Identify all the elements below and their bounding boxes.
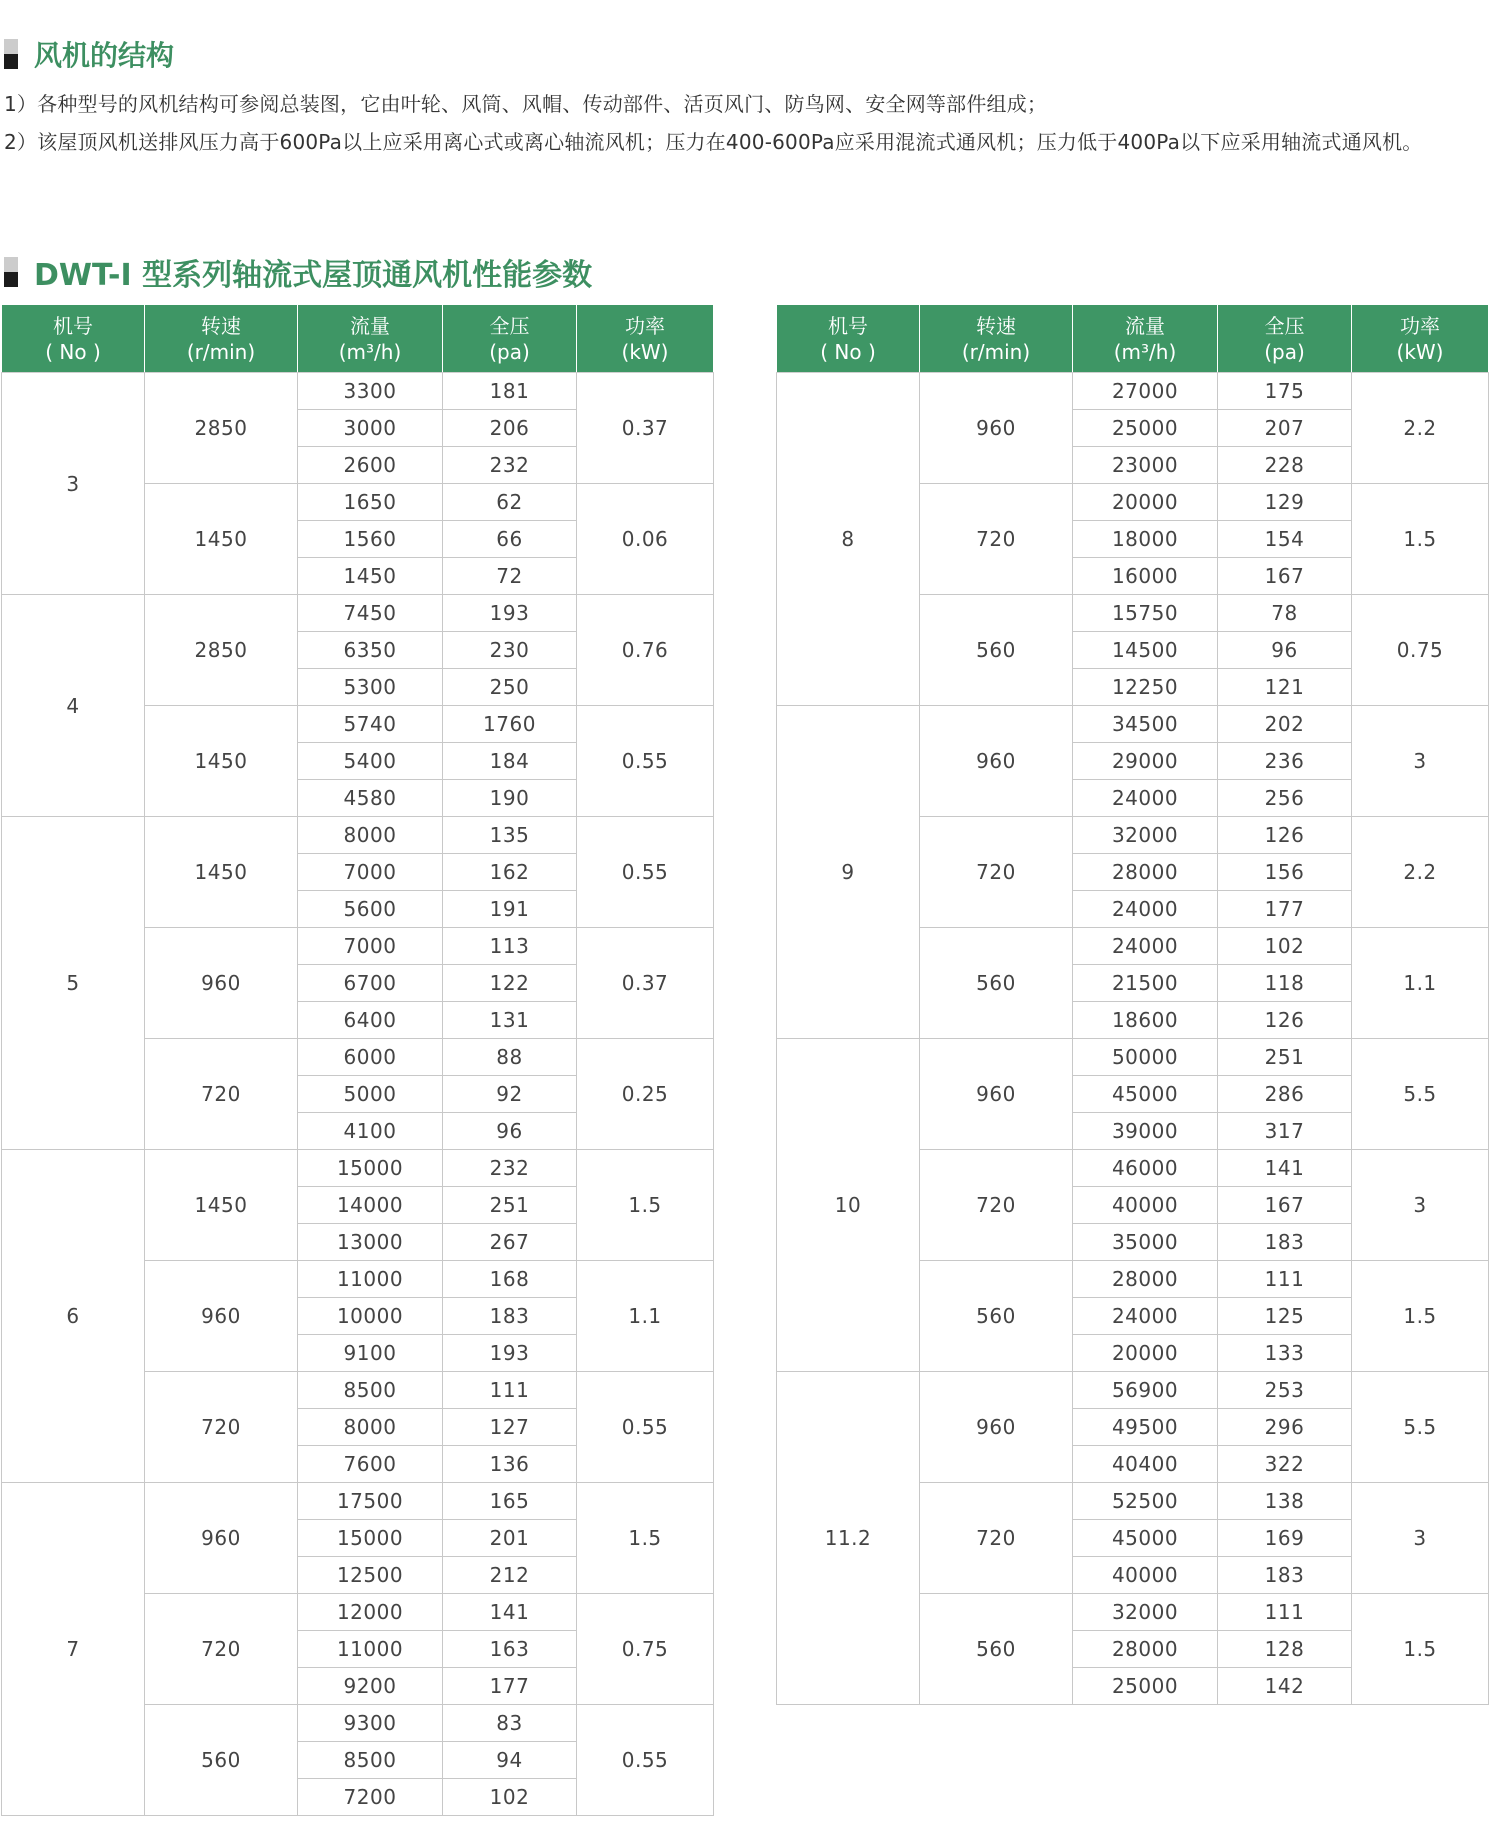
table-row — [777, 1372, 1489, 1409]
pressure-cell: 232 — [443, 1150, 577, 1187]
pressure-cell: 111 — [443, 1372, 577, 1409]
flow-cell: 8000 — [298, 1409, 443, 1446]
performance-table-right — [776, 304, 1489, 1705]
speed-cell: 1450 — [145, 484, 298, 595]
column-header-name: 机号 — [828, 313, 868, 338]
pressure-cell: 286 — [1218, 1076, 1352, 1113]
flow-cell: 2600 — [298, 447, 443, 484]
pressure-cell: 181 — [443, 373, 577, 410]
model-number-cell: 9 — [777, 706, 920, 1039]
flow-cell: 1650 — [298, 484, 443, 521]
flow-cell: 12000 — [298, 1594, 443, 1631]
speed-cell: 960 — [145, 1483, 298, 1594]
section-heading-structure — [4, 34, 174, 74]
column-header-name: 流量 — [350, 313, 390, 338]
flow-cell: 4100 — [298, 1113, 443, 1150]
flow-cell: 25000 — [1073, 1668, 1218, 1705]
flow-cell: 56900 — [1073, 1372, 1218, 1409]
column-header-unit: (r/min) — [961, 339, 1031, 364]
flow-cell: 29000 — [1073, 743, 1218, 780]
flow-cell: 12250 — [1073, 669, 1218, 706]
column-header-unit: (kW) — [621, 339, 669, 364]
flow-cell: 24000 — [1073, 928, 1218, 965]
pressure-cell: 128 — [1218, 1631, 1352, 1668]
heading-bullet-icon — [4, 257, 18, 287]
pressure-cell: 121 — [1218, 669, 1352, 706]
pressure-cell: 126 — [1218, 1002, 1352, 1039]
pressure-cell: 62 — [443, 484, 577, 521]
pressure-cell: 175 — [1218, 373, 1352, 410]
column-header — [1218, 305, 1352, 373]
column-header — [298, 305, 443, 373]
speed-cell: 720 — [145, 1372, 298, 1483]
pressure-cell: 138 — [1218, 1483, 1352, 1520]
pressure-cell: 165 — [443, 1483, 577, 1520]
flow-cell: 35000 — [1073, 1224, 1218, 1261]
speed-cell: 560 — [920, 1261, 1073, 1372]
flow-cell: 6400 — [298, 1002, 443, 1039]
flow-cell: 28000 — [1073, 854, 1218, 891]
speed-cell: 720 — [920, 1483, 1073, 1594]
table-row — [2, 373, 714, 410]
pressure-cell: 126 — [1218, 817, 1352, 854]
heading-bullet-icon — [4, 39, 18, 69]
speed-cell: 560 — [920, 595, 1073, 706]
flow-cell: 40400 — [1073, 1446, 1218, 1483]
pressure-cell: 206 — [443, 410, 577, 447]
pressure-cell: 141 — [1218, 1150, 1352, 1187]
flow-cell: 24000 — [1073, 891, 1218, 928]
section-title: 风机的结构 — [34, 39, 175, 72]
pressure-cell: 162 — [443, 854, 577, 891]
performance-table-left — [1, 304, 714, 1816]
speed-cell: 720 — [920, 817, 1073, 928]
column-header-name: 功率 — [625, 313, 665, 338]
pressure-cell: 251 — [1218, 1039, 1352, 1076]
flow-cell: 13000 — [298, 1224, 443, 1261]
pressure-cell: 102 — [443, 1779, 577, 1816]
power-cell: 1.5 — [1352, 1261, 1489, 1372]
pressure-cell: 296 — [1218, 1409, 1352, 1446]
power-cell: 1.5 — [577, 1150, 714, 1261]
table-row — [2, 1150, 714, 1187]
speed-cell: 560 — [920, 1594, 1073, 1705]
table-row — [2, 595, 714, 632]
pressure-cell: 183 — [443, 1298, 577, 1335]
pressure-cell: 66 — [443, 521, 577, 558]
pressure-cell: 201 — [443, 1520, 577, 1557]
pressure-cell: 250 — [443, 669, 577, 706]
pressure-cell: 183 — [1218, 1224, 1352, 1261]
pressure-cell: 96 — [443, 1113, 577, 1150]
speed-cell: 960 — [920, 706, 1073, 817]
pressure-cell: 191 — [443, 891, 577, 928]
column-header-name: 转速 — [976, 313, 1016, 338]
pressure-cell: 202 — [1218, 706, 1352, 743]
pressure-cell: 131 — [443, 1002, 577, 1039]
flow-cell: 15000 — [298, 1520, 443, 1557]
flow-cell: 45000 — [1073, 1520, 1218, 1557]
flow-cell: 1450 — [298, 558, 443, 595]
flow-cell: 5300 — [298, 669, 443, 706]
column-header-unit: (kW) — [1396, 339, 1444, 364]
speed-cell: 1450 — [145, 817, 298, 928]
pressure-cell: 253 — [1218, 1372, 1352, 1409]
column-header — [443, 305, 577, 373]
column-header-name: 机号 — [53, 313, 93, 338]
power-cell: 1.1 — [577, 1261, 714, 1372]
pressure-cell: 96 — [1218, 632, 1352, 669]
speed-cell: 2850 — [145, 373, 298, 484]
speed-cell: 960 — [145, 928, 298, 1039]
power-cell: 0.37 — [577, 928, 714, 1039]
model-number-cell: 10 — [777, 1039, 920, 1372]
flow-cell: 28000 — [1073, 1631, 1218, 1668]
pressure-cell: 88 — [443, 1039, 577, 1076]
flow-cell: 46000 — [1073, 1150, 1218, 1187]
pressure-cell: 228 — [1218, 447, 1352, 484]
flow-cell: 4580 — [298, 780, 443, 817]
pressure-cell: 183 — [1218, 1557, 1352, 1594]
table-row — [777, 1039, 1489, 1076]
flow-cell: 16000 — [1073, 558, 1218, 595]
power-cell: 2.2 — [1352, 373, 1489, 484]
flow-cell: 5000 — [298, 1076, 443, 1113]
power-cell: 1.5 — [1352, 484, 1489, 595]
column-header — [577, 305, 714, 373]
table-row — [2, 1483, 714, 1520]
power-cell: 0.75 — [1352, 595, 1489, 706]
table-row — [777, 706, 1489, 743]
flow-cell: 9300 — [298, 1705, 443, 1742]
section-heading-performance — [4, 250, 592, 294]
flow-cell: 8000 — [298, 817, 443, 854]
flow-cell: 12500 — [298, 1557, 443, 1594]
flow-cell: 7600 — [298, 1446, 443, 1483]
flow-cell: 9100 — [298, 1335, 443, 1372]
pressure-cell: 167 — [1218, 1187, 1352, 1224]
flow-cell: 50000 — [1073, 1039, 1218, 1076]
flow-cell: 21500 — [1073, 965, 1218, 1002]
structure-line-2: 2）该屋顶风机送排风压力高于600Pa以上应采用离心式或离心轴流风机；压力在400-600Pa应采用混流式通风机；压力低于400Pa以下应采用轴流式通风机。 — [4, 130, 1423, 154]
pressure-cell: 193 — [443, 595, 577, 632]
flow-cell: 6350 — [298, 632, 443, 669]
flow-cell: 7200 — [298, 1779, 443, 1816]
speed-cell: 560 — [920, 928, 1073, 1039]
column-header-unit: (r/min) — [186, 339, 256, 364]
power-cell: 1.1 — [1352, 928, 1489, 1039]
flow-cell: 9200 — [298, 1668, 443, 1705]
flow-cell: 18000 — [1073, 521, 1218, 558]
pressure-cell: 267 — [443, 1224, 577, 1261]
power-cell: 0.55 — [577, 1372, 714, 1483]
power-cell: 0.55 — [577, 1705, 714, 1816]
pressure-cell: 232 — [443, 447, 577, 484]
power-cell: 0.06 — [577, 484, 714, 595]
pressure-cell: 136 — [443, 1446, 577, 1483]
flow-cell: 10000 — [298, 1298, 443, 1335]
flow-cell: 28000 — [1073, 1261, 1218, 1298]
speed-cell: 960 — [920, 1372, 1073, 1483]
column-header-name: 全压 — [1264, 313, 1305, 338]
flow-cell: 45000 — [1073, 1076, 1218, 1113]
flow-cell: 7450 — [298, 595, 443, 632]
power-cell: 0.37 — [577, 373, 714, 484]
pressure-cell: 322 — [1218, 1446, 1352, 1483]
power-cell: 5.5 — [1352, 1039, 1489, 1150]
speed-cell: 960 — [145, 1261, 298, 1372]
table-row — [777, 373, 1489, 410]
power-cell: 5.5 — [1352, 1372, 1489, 1483]
pressure-cell: 190 — [443, 780, 577, 817]
pressure-cell: 94 — [443, 1742, 577, 1779]
flow-cell: 15000 — [298, 1150, 443, 1187]
pressure-cell: 133 — [1218, 1335, 1352, 1372]
flow-cell: 24000 — [1073, 1298, 1218, 1335]
speed-cell: 1450 — [145, 1150, 298, 1261]
speed-cell: 720 — [920, 484, 1073, 595]
flow-cell: 11000 — [298, 1631, 443, 1668]
speed-cell: 2850 — [145, 595, 298, 706]
flow-cell: 40000 — [1073, 1557, 1218, 1594]
flow-cell: 5740 — [298, 706, 443, 743]
power-cell: 1.5 — [1352, 1594, 1489, 1705]
flow-cell: 1560 — [298, 521, 443, 558]
speed-cell: 720 — [145, 1594, 298, 1705]
power-cell: 3 — [1352, 1150, 1489, 1261]
pressure-cell: 135 — [443, 817, 577, 854]
power-cell: 1.5 — [577, 1483, 714, 1594]
pressure-cell: 193 — [443, 1335, 577, 1372]
flow-cell: 20000 — [1073, 1335, 1218, 1372]
model-number-cell: 8 — [777, 373, 920, 706]
pressure-cell: 111 — [1218, 1261, 1352, 1298]
flow-cell: 24000 — [1073, 780, 1218, 817]
flow-cell: 7000 — [298, 928, 443, 965]
column-header — [1352, 305, 1489, 373]
pressure-cell: 111 — [1218, 1594, 1352, 1631]
flow-cell: 14000 — [298, 1187, 443, 1224]
flow-cell: 5600 — [298, 891, 443, 928]
pressure-cell: 169 — [1218, 1520, 1352, 1557]
flow-cell: 14500 — [1073, 632, 1218, 669]
pressure-cell: 122 — [443, 965, 577, 1002]
pressure-cell: 207 — [1218, 410, 1352, 447]
flow-cell: 7000 — [298, 854, 443, 891]
pressure-cell: 167 — [1218, 558, 1352, 595]
pressure-cell: 129 — [1218, 484, 1352, 521]
pressure-cell: 236 — [1218, 743, 1352, 780]
column-header-unit: ( No ) — [45, 339, 101, 364]
structure-line-1: 1）各种型号的风机结构可参阅总装图，它由叶轮、风筒、风帽、传动部件、活页风门、防鸟网、安全网等部件组成； — [4, 92, 1048, 116]
flow-cell: 8500 — [298, 1742, 443, 1779]
column-header — [2, 305, 145, 373]
pressure-cell: 177 — [1218, 891, 1352, 928]
column-header-unit: ( No ) — [820, 339, 876, 364]
power-cell: 0.76 — [577, 595, 714, 706]
column-header — [1073, 305, 1218, 373]
power-cell: 0.55 — [577, 706, 714, 817]
flow-cell: 20000 — [1073, 484, 1218, 521]
pressure-cell: 118 — [1218, 965, 1352, 1002]
flow-cell: 32000 — [1073, 1594, 1218, 1631]
flow-cell: 27000 — [1073, 373, 1218, 410]
pressure-cell: 168 — [443, 1261, 577, 1298]
flow-cell: 18600 — [1073, 1002, 1218, 1039]
model-number-cell: 11.2 — [777, 1372, 920, 1705]
column-header-name: 流量 — [1125, 313, 1165, 338]
column-header-name: 全压 — [489, 313, 530, 338]
flow-cell: 25000 — [1073, 410, 1218, 447]
flow-cell: 39000 — [1073, 1113, 1218, 1150]
column-header — [777, 305, 920, 373]
section-title: DWT-I 型系列轴流式屋顶通风机性能参数 — [34, 258, 593, 293]
flow-cell: 6700 — [298, 965, 443, 1002]
column-header-unit: (pa) — [489, 339, 530, 364]
pressure-cell: 125 — [1218, 1298, 1352, 1335]
speed-cell: 960 — [920, 1039, 1073, 1150]
speed-cell: 720 — [920, 1150, 1073, 1261]
model-number-cell: 3 — [2, 373, 145, 595]
flow-cell: 5400 — [298, 743, 443, 780]
flow-cell: 23000 — [1073, 447, 1218, 484]
flow-cell: 3000 — [298, 410, 443, 447]
flow-cell: 49500 — [1073, 1409, 1218, 1446]
pressure-cell: 72 — [443, 558, 577, 595]
pressure-cell: 212 — [443, 1557, 577, 1594]
column-header-unit: (pa) — [1264, 339, 1305, 364]
model-number-cell: 4 — [2, 595, 145, 817]
flow-cell: 32000 — [1073, 817, 1218, 854]
speed-cell: 720 — [145, 1039, 298, 1150]
pressure-cell: 127 — [443, 1409, 577, 1446]
speed-cell: 560 — [145, 1705, 298, 1816]
pressure-cell: 317 — [1218, 1113, 1352, 1150]
power-cell: 2.2 — [1352, 817, 1489, 928]
power-cell: 0.25 — [577, 1039, 714, 1150]
pressure-cell: 184 — [443, 743, 577, 780]
flow-cell: 52500 — [1073, 1483, 1218, 1520]
pressure-cell: 113 — [443, 928, 577, 965]
column-header — [920, 305, 1073, 373]
power-cell: 0.55 — [577, 817, 714, 928]
column-header-name: 功率 — [1400, 313, 1440, 338]
pressure-cell: 1760 — [443, 706, 577, 743]
flow-cell: 15750 — [1073, 595, 1218, 632]
pressure-cell: 251 — [443, 1187, 577, 1224]
pressure-cell: 163 — [443, 1631, 577, 1668]
power-cell: 3 — [1352, 1483, 1489, 1594]
column-header-unit: (m³/h) — [338, 339, 402, 364]
flow-cell: 6000 — [298, 1039, 443, 1076]
flow-cell: 40000 — [1073, 1187, 1218, 1224]
pressure-cell: 78 — [1218, 595, 1352, 632]
pressure-cell: 142 — [1218, 1668, 1352, 1705]
speed-cell: 960 — [920, 373, 1073, 484]
table-header-row — [2, 305, 714, 373]
column-header-unit: (m³/h) — [1113, 339, 1177, 364]
pressure-cell: 177 — [443, 1668, 577, 1705]
pressure-cell: 92 — [443, 1076, 577, 1113]
pressure-cell: 230 — [443, 632, 577, 669]
speed-cell: 1450 — [145, 706, 298, 817]
pressure-cell: 154 — [1218, 521, 1352, 558]
pressure-cell: 156 — [1218, 854, 1352, 891]
power-cell: 3 — [1352, 706, 1489, 817]
pressure-cell: 102 — [1218, 928, 1352, 965]
column-header-name: 转速 — [201, 313, 241, 338]
flow-cell: 11000 — [298, 1261, 443, 1298]
model-number-cell: 6 — [2, 1150, 145, 1483]
flow-cell: 17500 — [298, 1483, 443, 1520]
flow-cell: 8500 — [298, 1372, 443, 1409]
table-row — [2, 817, 714, 854]
column-header — [145, 305, 298, 373]
pressure-cell: 141 — [443, 1594, 577, 1631]
pressure-cell: 256 — [1218, 780, 1352, 817]
model-number-cell: 5 — [2, 817, 145, 1150]
power-cell: 0.75 — [577, 1594, 714, 1705]
table-header-row — [777, 305, 1489, 373]
model-number-cell: 7 — [2, 1483, 145, 1816]
flow-cell: 34500 — [1073, 706, 1218, 743]
pressure-cell: 83 — [443, 1705, 577, 1742]
flow-cell: 3300 — [298, 373, 443, 410]
